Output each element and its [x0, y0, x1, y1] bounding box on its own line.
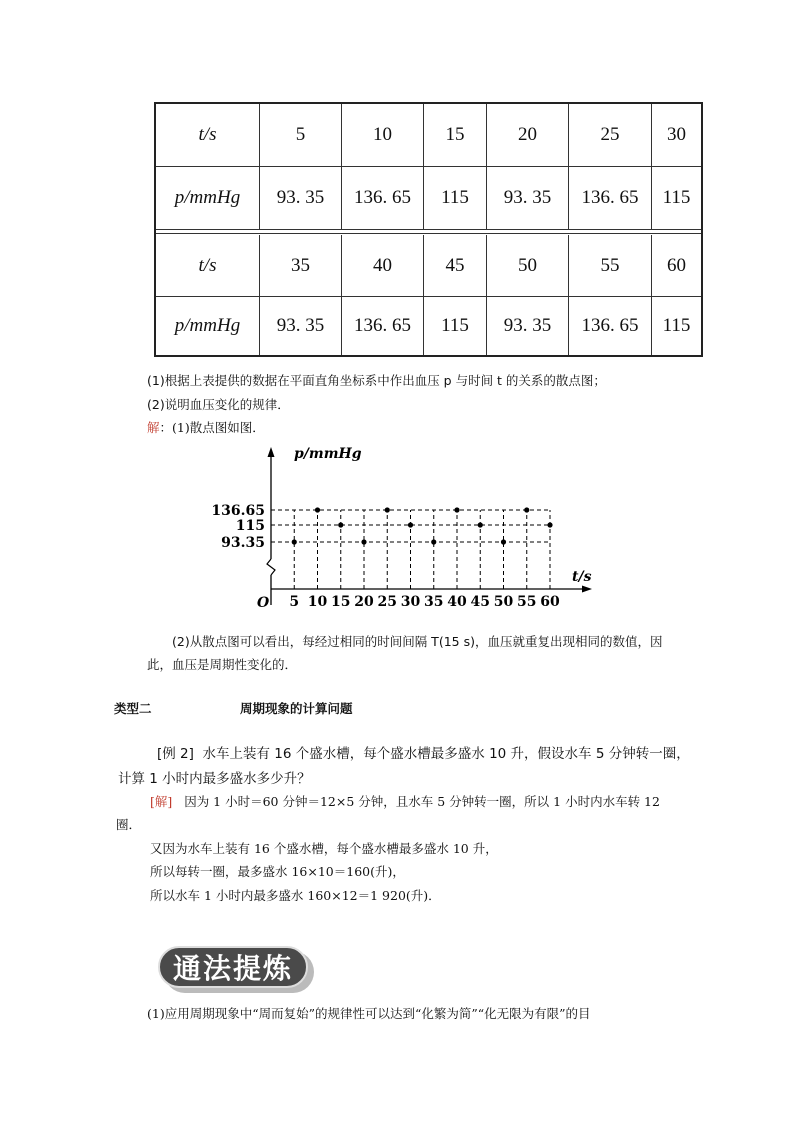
data-point [431, 539, 436, 544]
table-cell: 30 [667, 124, 686, 145]
solution-2-line-4: 所以每转一圈，最多盛水 16×10＝160(升)， [150, 864, 405, 879]
method-summary-badge [158, 946, 316, 996]
row-header-p: p/mmHg [156, 297, 260, 355]
x-tick-label: 30 [400, 594, 421, 610]
table-cell: 136. 65 [342, 297, 424, 355]
data-point [501, 539, 506, 544]
data-point [478, 522, 483, 527]
row-header-p: p/mmHg [156, 167, 260, 229]
solution-2-text: 因为 1 小时＝60 分钟＝12×5 分钟，且水车 5 分钟转一圈，所以 1 小时内水车转 12 [184, 794, 660, 809]
table-cell: 93. 35 [260, 297, 342, 355]
table-row-p2 [156, 297, 701, 355]
table-row-p1 [156, 167, 701, 229]
y-tick-label: 93.35 [221, 535, 265, 551]
row-header-t: t/s [156, 235, 260, 296]
question-1: (1)根据上表提供的数据在平面直角坐标系中作出血压 p 与时间 t 的关系的散点图； [147, 373, 606, 388]
x-tick-label: 40 [447, 594, 467, 610]
example-2-line-1 [157, 742, 690, 762]
table-cell: 20 [487, 104, 569, 166]
table-cell: 136. 65 [342, 167, 424, 229]
table-cell: 5 [260, 104, 342, 166]
data-table [154, 102, 703, 357]
x-axis-arrow-icon [582, 586, 592, 593]
table-row-t2 [156, 235, 701, 296]
data-point [547, 522, 552, 527]
table-cell: 25 [569, 104, 652, 166]
data-point [524, 507, 529, 512]
table-row-t1 [156, 104, 701, 166]
x-tick-label: 15 [331, 594, 351, 610]
x-tick-label: 10 [307, 594, 328, 610]
explanation-line-1: (2)从散点图可以看出，每经过相同的时间间隔 T(15 s)，血压就重复出现相同的数值，因 [172, 634, 663, 649]
table-cell: 10 [342, 104, 424, 166]
y-axis-label: p/mmHg [294, 446, 362, 462]
data-point [408, 522, 413, 527]
x-tick-label: 20 [354, 594, 374, 610]
section-type-label: 类型二 [114, 701, 152, 716]
y-tick-label: 115 [235, 518, 265, 534]
x-tick-label: 50 [493, 594, 514, 610]
example-2-line-2: 计算 1 小时内最多盛水多少升？ [118, 771, 311, 787]
solution-2-line-5: 所以水车 1 小时内最多盛水 160×12＝1 920(升)． [150, 888, 441, 903]
summary-line-1: (1)应用周期现象中“周而复始”的规律性可以达到“化繁为简”“化无限为有限”的目 [147, 1006, 591, 1021]
x-tick-label: 60 [540, 594, 560, 610]
y-tick-label: 136.65 [211, 503, 265, 519]
scatter-chart [211, 435, 600, 615]
table-cell: 136. 65 [569, 297, 652, 355]
solution-2-line-2: 圈． [116, 817, 142, 832]
example-2-text: 水车上装有 16 个盛水槽，每个盛水槽最多盛水 10 升，假设水车 5 分钟转一圈， [202, 746, 690, 762]
solution-2-tag: [解] [150, 794, 173, 809]
table-cell: 15 [424, 104, 487, 166]
y-axis-arrow-icon [268, 447, 275, 457]
table-cell: 40 [342, 235, 424, 296]
table-cell: 55 [569, 235, 652, 296]
badge-title: 通法提炼 [158, 946, 308, 988]
origin-label: O [257, 595, 270, 611]
table-cell: 115 [424, 297, 487, 355]
solution-text: (1)散点图如图． [172, 420, 265, 435]
question-2: (2)说明血压变化的规律． [147, 397, 290, 412]
table-double-divider [156, 229, 701, 234]
x-tick-label: 45 [470, 594, 490, 610]
table-cell: 60 [667, 254, 686, 276]
data-point [361, 539, 366, 544]
table-cell: 50 [487, 235, 569, 296]
table-cell: 115 [424, 167, 487, 229]
data-point [338, 522, 343, 527]
table-cell: 45 [424, 235, 487, 296]
x-tick-label: 5 [289, 594, 300, 610]
solution-2-line-1 [150, 792, 660, 810]
data-point [315, 507, 320, 512]
data-point [454, 507, 459, 512]
solution-colon: ： [159, 420, 173, 435]
x-tick-label: 25 [377, 594, 397, 610]
table-cell: 93. 35 [487, 297, 569, 355]
explanation-line-2: 此，血压是周期性变化的． [147, 657, 298, 672]
solution-2-line-3: 又因为水车上装有 16 个盛水槽，每个盛水槽最多盛水 10 升， [150, 841, 498, 856]
x-axis-label: t/s [572, 569, 592, 585]
table-cell: 115 [662, 187, 691, 208]
x-tick-label: 55 [517, 594, 537, 610]
table-cell: 136. 65 [569, 167, 652, 229]
table-cell: 93. 35 [260, 167, 342, 229]
example-2-tag: [例 2] [157, 746, 194, 762]
table-cell: 115 [662, 315, 691, 336]
table-cell: 93. 35 [487, 167, 569, 229]
table-cell: 35 [260, 235, 342, 296]
x-tick-label: 35 [424, 594, 444, 610]
solution-label: 解 [147, 420, 160, 435]
data-point [292, 539, 297, 544]
data-point [385, 507, 390, 512]
section-title: 周期现象的计算问题 [240, 701, 353, 716]
row-header-t: t/s [156, 104, 260, 166]
solution-line-1 [147, 418, 265, 436]
